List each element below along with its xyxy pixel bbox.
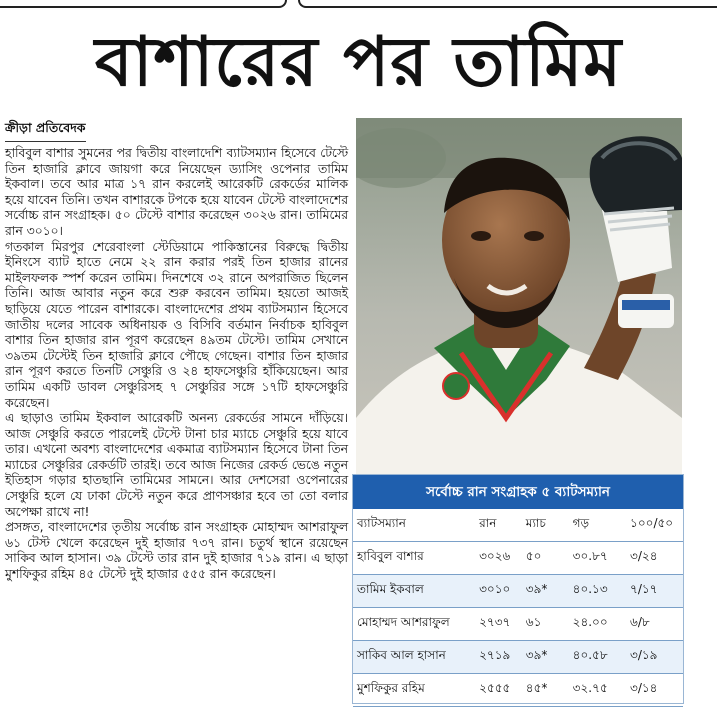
header-hundreds-fifties: ১০০/৫০ xyxy=(626,509,683,542)
top-run-scorers-table xyxy=(352,474,684,704)
article-paragraph: গতকাল মিরপুর শেরেবাংলা স্টেডিয়ামে পাকিস্তানের বিরুদ্ধে দ্বিতীয় ইনিংসে ব্যাট হাতে নেমে ২২ রান করার পরই তিন হাজার রানের মাইলফলক স্পর্শ করেন তামিম। দিনশেষে ৩২ রানে অপরাজিত ছিলেন তিনি। আজ আবার নতুন করে শুরু করবেন তামিম। হয়তো আজই ছাড়িয়ে যেতে পারেন বাশারকে। বাংলাদেশের প্রথম ব্যাটসম্যান হিসেবে জাতীয় দলের সাবেক অধিনায়ক ও বিসিবি বর্তমান নির্বাচক হাবিবুল বাশার তিন হাজার রান পূরণ করেছেন ৪৯তম টেস্টে। তামিম সেখানে ৩৯তম টেস্টেই তিন হাজারি ক্লাবে পৌছে গেছেন। বাশার তিন হাজার রান পূরণ করতে তিনটি সেঞ্চুরি ও ২৪ হাফসেঞ্চুরি হাঁকিয়েছেন। আর তামিম একটি ডাবল সেঞ্চুরিসহ ৭ সেঞ্চুরির সঙ্গে ১৭টি হাফসেঞ্চুরি করেছেন। xyxy=(5,239,348,410)
table-row xyxy=(353,641,683,674)
cell-hundreds-fifties: ৩/২৪ xyxy=(626,542,683,575)
cell-batsman: মোহাম্মদ আশরাফুল xyxy=(353,608,475,641)
cell-average: ৪০.১৩ xyxy=(569,575,626,608)
player-photo-illustration xyxy=(356,118,682,474)
cell-average: ৩০.৮৭ xyxy=(569,542,626,575)
cell-batsman: তামিম ইকবাল xyxy=(353,575,475,608)
cell-hundreds-fifties: ৩/১৪ xyxy=(626,674,683,707)
player-photo xyxy=(356,118,682,474)
byline: ক্রীড়া প্রতিবেদক xyxy=(5,120,86,142)
top-rule-left xyxy=(0,0,287,8)
headline: বাশারের পর তামিম xyxy=(94,23,623,102)
page-top-rule xyxy=(0,0,717,10)
cell-batsman: হাবিবুল বাশার xyxy=(353,542,475,575)
table-row xyxy=(353,542,683,575)
article-paragraph: প্রসঙ্গত, বাংলাদেশের তৃতীয় সর্বোচ্চ রান সংগ্রাহক মোহাম্মদ আশরাফুল ৬১ টেস্ট খেলে করেছেন দুই হাজার ৭৩৭ রান। চতুর্থ স্থানে রয়েছেন সাকিব আল হাসান। ৩৯ টেস্টে তার রান দুই হাজার ৭১৯ রান। এ ছাড়া মুশফিকুর রহিম ৪৫ টেস্টে দুই হাজার ৫৫৫ রান করেছেন। xyxy=(5,520,348,582)
cell-runs: ২৫৫৫ xyxy=(475,674,522,707)
cell-runs: ৩০২৬ xyxy=(475,542,522,575)
cell-hundreds-fifties: ৬/৮ xyxy=(626,608,683,641)
cell-batsman: মুশফিকুর রহিম xyxy=(353,674,475,707)
cell-runs: ৩০১০ xyxy=(475,575,522,608)
cell-matches: ৬১ xyxy=(522,608,569,641)
cell-batsman: সাকিব আল হাসান xyxy=(353,641,475,674)
cell-hundreds-fifties: ৭/১৭ xyxy=(626,575,683,608)
stats-table xyxy=(353,509,683,707)
cell-hundreds-fifties: ৩/১৯ xyxy=(626,641,683,674)
header-runs: রান xyxy=(475,509,522,542)
cell-runs: ২৭১৯ xyxy=(475,641,522,674)
top-rule-right xyxy=(298,0,717,8)
table-header-row xyxy=(353,509,683,542)
table-row xyxy=(353,608,683,641)
cell-average: ৩২.৭৫ xyxy=(569,674,626,707)
header-matches: ম্যাচ xyxy=(522,509,569,542)
cell-matches: ৩৯* xyxy=(522,641,569,674)
header-batsman: ব্যাটসম্যান xyxy=(353,509,475,542)
cell-average: ২৪.০০ xyxy=(569,608,626,641)
cell-runs: ২৭৩৭ xyxy=(475,608,522,641)
article-body xyxy=(5,146,348,583)
table-row xyxy=(353,575,683,608)
cell-matches: ৫০ xyxy=(522,542,569,575)
cell-matches: ৩৯* xyxy=(522,575,569,608)
cell-average: ৪০.৫৮ xyxy=(569,641,626,674)
header-average: গড় xyxy=(569,509,626,542)
article-paragraph: এ ছাড়াও তামিম ইকবাল আরেকটি অনন্য রেকর্ডের সামনে দাঁড়িয়ে। আজ সেঞ্চুরি করতে পারলেই টেস্টে টানা চার ম্যাচে সেঞ্চুরি হয়ে যাবে তার। এখনো অবশ্য বাংলাদেশের একমাত্র ব্যাটসম্যান হিসেবে টানা তিন ম্যাচের সেঞ্চুরির রেকর্ডটি তারই। তবে আজ নিজের রেকর্ড ভেঙে নতুন ইতিহাস গড়ার হাতছানি তামিমের সামনে। আর দেশসেরা ওপেনারের সেঞ্চুরি হলে যে ঢাকা টেস্টে নতুন করে প্রাণসঞ্চার হবে তা তো বলার অপেক্ষা রাখে না! xyxy=(5,411,348,519)
table-title: সর্বোচ্চ রান সংগ্রাহক ৫ ব্যাটসম্যান xyxy=(353,475,683,509)
cell-matches: ৪৫* xyxy=(522,674,569,707)
table-row xyxy=(353,674,683,707)
article-paragraph: হাবিবুল বাশার সুমনের পর দ্বিতীয় বাংলাদেশি ব্যাটসম্যান হিসেবে টেস্টে তিন হাজারি ক্লাবে জায়গা করে নিয়েছেন ড্যাসিং ওপেনার তামিম ইকবাল। তবে আর মাত্র ১৭ রান করলেই আরেকটি রেকর্ডের মালিক হয়ে যাবেন তিনি। তখন বাশারকে টপকে হয়ে যাবেন টেস্টে বাংলাদেশের সর্বোচ্চ রান সংগ্রাহক। ৫০ টেস্টে বাশার করেছেন ৩০২৬ রান। তামিমের রান ৩০১০। xyxy=(5,146,348,238)
